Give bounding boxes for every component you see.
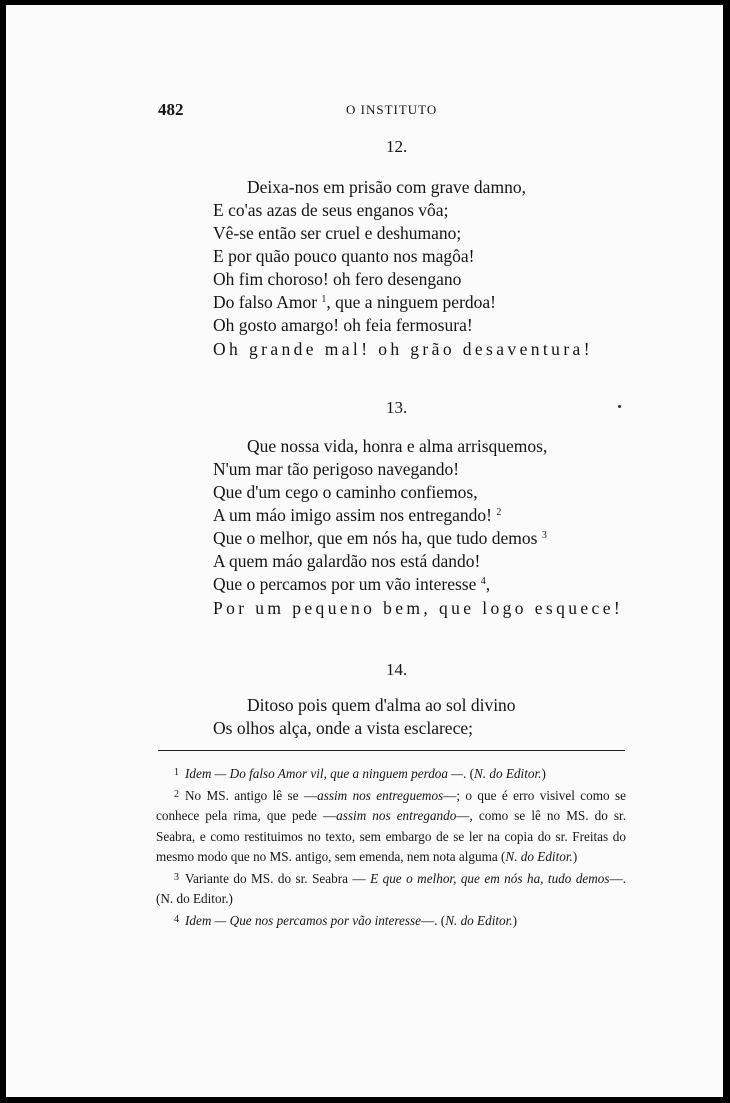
verse-text: Que o percamos por um vão interesse <box>213 574 477 594</box>
verse-line: Por um pequeno bem, que logo esquece! <box>213 598 624 618</box>
footnote-text: —. ( <box>421 912 446 928</box>
stanza-number: 14. <box>386 660 408 679</box>
book-page <box>6 5 723 1097</box>
verse-line <box>213 527 547 549</box>
verse-line: Deixa-nos em prisão com grave damno, <box>247 177 526 197</box>
footnote-ref: 1 <box>321 294 327 305</box>
verse-text: Do falso Amor <box>213 292 318 312</box>
verse-line: Oh fim choroso! oh fero desengano <box>213 269 462 289</box>
footnote-text: N. do Editor. <box>505 849 573 864</box>
speck-mark <box>618 405 621 408</box>
footnote-text: Variante do MS. do sr. Seabra — <box>185 870 366 886</box>
verse-line: N'um mar tão perigoso navegando! <box>213 459 460 479</box>
footnote-2 <box>156 785 626 868</box>
verse-line <box>213 291 496 313</box>
footnote-text: No MS. antigo lê se — <box>185 787 318 803</box>
footnote-number: 2 <box>174 788 179 800</box>
running-title: O INSTITUTO <box>346 102 438 117</box>
verse-text: A um máo imigo assim nos entregando! <box>213 505 492 525</box>
footnote-3 <box>156 868 626 910</box>
page-number: 482 <box>158 100 184 119</box>
verse-line: Que nossa vida, honra e alma arrisquemos, <box>247 436 548 456</box>
footnote-text: assim nos entregando <box>336 808 457 823</box>
footnote-text: Idem — Do falso Amor vil, que a ninguem perdoa — <box>185 766 464 781</box>
verse-line: Ditoso pois quem d'alma ao sol divino <box>247 695 516 715</box>
footnote-text: —; o que é erro visivel como se conhece pela rima, que pede — <box>156 787 626 823</box>
verse-line: A quem máo galardão nos está dando! <box>213 551 481 571</box>
verse-text: , <box>485 574 491 594</box>
footnote-text: E que o melhor, que em nós ha, tudo demos <box>370 870 610 886</box>
verse-line: E co'as azas de seus enganos vôa; <box>213 200 449 220</box>
footnote-text: . ( <box>463 766 475 781</box>
verse-line: Vê-se então ser cruel e deshumano; <box>213 223 462 243</box>
verse-line: Oh gosto amargo! oh feia fermosura! <box>213 315 473 335</box>
footnotes <box>156 763 626 931</box>
verse-text: Que o melhor, que em nós ha, que tudo demos <box>213 528 538 548</box>
footnote-text: assim nos entreguemos <box>317 787 444 803</box>
footnote-text: Idem — Que nos percamos por vão interesse <box>185 912 421 928</box>
page-header <box>6 100 723 122</box>
footnote-ref: 3 <box>541 530 547 541</box>
verse-line: Os olhos alça, onde a vista esclarece; <box>213 718 473 738</box>
footnote-number: 4 <box>174 913 179 925</box>
stanza-number: 13. <box>386 398 408 417</box>
footnote-text: ) <box>572 849 578 864</box>
footnote-text: N. do Editor. <box>474 766 542 781</box>
footnote-4 <box>156 910 626 932</box>
footnote-1 <box>156 763 626 785</box>
footnote-text: N. do Editor. <box>445 912 513 928</box>
footnote-divider <box>158 750 625 751</box>
footnote-number: 1 <box>174 767 179 778</box>
footnote-ref: 4 <box>480 576 486 587</box>
footnote-text: —, como se lê no MS. do sr. Seabra, e como restituimos no texto, sem embargo de se ler na copia do sr. Freitas do mesmo modo que no MS. antigo, sem emenda, nem nota alguma ( <box>156 808 627 864</box>
stanza-number: 12. <box>386 137 408 156</box>
verse-line: Que d'um cego o caminho confiemos, <box>213 482 478 502</box>
verse-line <box>213 573 490 595</box>
footnote-text: ) <box>541 766 546 781</box>
verse-line <box>213 504 501 526</box>
footnote-text: —. (N. do Editor.) <box>156 870 627 906</box>
footnote-ref: 2 <box>496 507 502 518</box>
verse-line: Oh grande mal! oh grão desaventura! <box>213 339 593 359</box>
verse-line: E por quão pouco quanto nos magôa! <box>213 246 475 266</box>
footnote-number: 3 <box>174 871 179 883</box>
verse-text: , que a ninguem perdoa! <box>326 292 496 312</box>
footnote-text: ) <box>512 912 518 928</box>
